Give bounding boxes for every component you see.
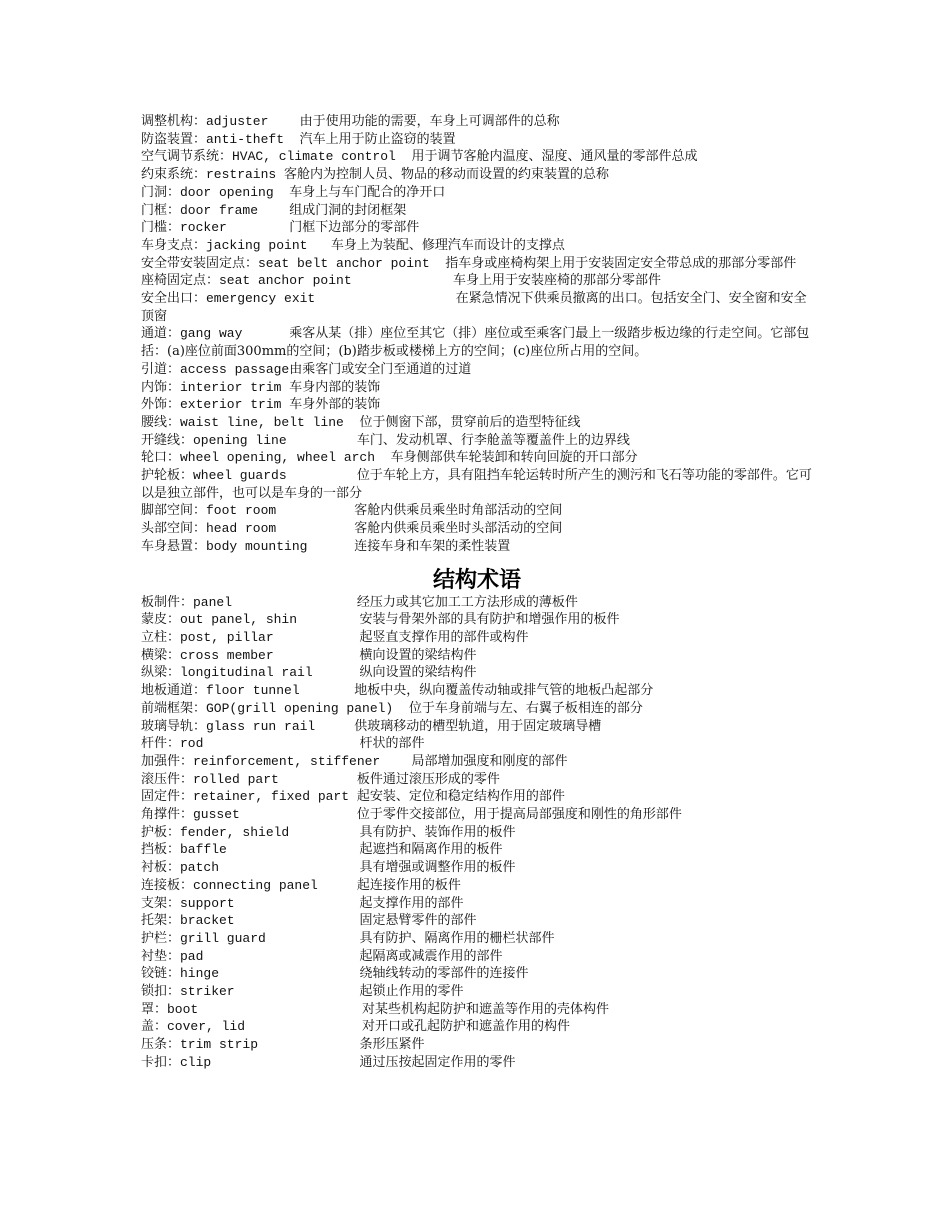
- term-entry: [141, 753, 813, 771]
- term-label: 锁扣：striker: [141, 984, 360, 1000]
- term-label: 挡板：baffle: [141, 842, 360, 858]
- term-definition: 车身内部的装饰: [289, 379, 381, 395]
- term-definition: 起隔离或减震作用的部件: [359, 948, 503, 964]
- term-definition: 纵向设置的梁结构件: [359, 665, 477, 681]
- term-label: 车身悬置：body mounting: [141, 538, 355, 554]
- term-entry: [141, 718, 813, 736]
- term-entry: [141, 948, 813, 966]
- term-label: 纵梁：longitudinal rail: [141, 665, 360, 681]
- term-label: 引道：access passage: [141, 361, 290, 377]
- term-label: 支架：support: [141, 895, 360, 911]
- term-label: 腰线：waist line, belt line: [141, 414, 360, 430]
- term-definition: 位于侧窗下部，贯穿前后的造型特征线: [359, 414, 581, 430]
- term-entry: [141, 361, 813, 379]
- term-entry: [141, 824, 813, 842]
- term-label: 开缝线：opening line: [141, 432, 357, 448]
- term-entry: [141, 611, 813, 629]
- term-definition: 对某些机构起防护和遮盖等作用的壳体构件: [362, 1001, 610, 1017]
- term-definition: 固定悬臂零件的部件: [359, 913, 477, 929]
- term-entry: [141, 396, 813, 414]
- term-definition: 起安装、定位和稳定结构作用的部件: [356, 789, 565, 805]
- term-entry: [141, 629, 813, 647]
- term-label: 连接板：connecting panel: [141, 877, 357, 893]
- term-entry: [141, 1054, 813, 1072]
- term-definition: 用于调节客舱内温度、湿度、通风量的零部件总成: [411, 149, 698, 165]
- term-entry: [141, 1001, 813, 1019]
- term-definition: 客舱内供乘员乘坐时角部活动的空间: [354, 503, 563, 519]
- term-entry: [141, 432, 813, 450]
- term-entry: [141, 255, 813, 273]
- term-definition: 车门、发动机罩、行李舱盖等覆盖件上的边界线: [356, 432, 630, 448]
- term-entry: [141, 502, 813, 520]
- term-label: 护轮板：wheel guards: [141, 468, 357, 484]
- term-label: 卡扣：clip: [141, 1054, 360, 1070]
- term-label: 地板通道：floor tunnel: [141, 683, 355, 699]
- term-entry: [141, 184, 813, 202]
- term-entry: [141, 682, 813, 700]
- term-label: 约束系统：restrains: [141, 167, 285, 183]
- term-entry: [141, 219, 813, 237]
- term-definition: 横向设置的梁结构件: [359, 647, 477, 663]
- term-label: 门框：door frame: [141, 202, 290, 218]
- term-definition: 连接车身和车架的柔性装置: [354, 538, 511, 554]
- term-definition: 具有防护、隔离作用的栅栏状部件: [359, 930, 555, 946]
- term-label: 前端框架：GOP(grill opening panel): [141, 700, 409, 716]
- term-definition: 起竖直支撑作用的部件或构件: [359, 629, 529, 645]
- term-label: 衬垫：pad: [141, 948, 360, 964]
- term-definition: 起遮挡和隔离作用的板件: [359, 842, 503, 858]
- term-entry: [141, 664, 813, 682]
- term-definition: 组成门洞的封闭框架: [289, 202, 407, 218]
- term-label: 横梁：cross member: [141, 647, 360, 663]
- term-label: 托架：bracket: [141, 913, 360, 929]
- term-label: 罩：boot: [141, 1001, 363, 1017]
- term-label: 玻璃导轨：glass run rail: [141, 718, 355, 734]
- section-heading: 结构术语: [432, 567, 521, 593]
- term-label: 防盗装置：anti-theft: [141, 131, 300, 147]
- term-entry: [141, 983, 813, 1001]
- term-definition: 乘客从某（排）座位至其它（排）座位或至乘客门最上一级踏步板边缘的行走空间。它部包括：(a)座位前面300mm的空间；(b)踏步板或楼梯上方的空间；(c)座位所占用的空间。: [141, 326, 810, 360]
- term-label: 衬板：patch: [141, 860, 360, 876]
- term-entry: [141, 467, 813, 502]
- term-entry: [141, 735, 813, 753]
- term-definition: 具有增强或调整作用的板件: [359, 860, 516, 876]
- term-label: 铰链：hinge: [141, 966, 360, 982]
- term-entry: [141, 877, 813, 895]
- term-entry: [141, 148, 813, 166]
- term-label: 安全出口：emergency exit: [141, 291, 456, 307]
- term-definition: 位于零件交接部位，用于提高局部强度和刚性的角形部件: [356, 807, 682, 823]
- term-label: 头部空间：head room: [141, 521, 355, 537]
- term-definition: 车身上与车门配合的净开口: [289, 184, 446, 200]
- term-label: 车身支点：jacking point: [141, 237, 331, 253]
- term-label: 板制件：panel: [141, 594, 357, 610]
- term-entry: [141, 237, 813, 255]
- term-entry: [141, 930, 813, 948]
- term-definition: 在紧急情况下供乘员撤离的出口。包括安全门、安全窗和安全顶窗: [141, 291, 807, 324]
- term-label: 轮口：wheel opening, wheel arch: [141, 450, 391, 466]
- term-entry: [141, 1036, 813, 1054]
- term-entry: [141, 841, 813, 859]
- term-label: 加强件：reinforcement, stiffener: [141, 753, 412, 769]
- term-label: 立柱：post, pillar: [141, 629, 360, 645]
- term-entry: [141, 449, 813, 467]
- term-entry: [141, 325, 813, 360]
- term-entry: [141, 771, 813, 789]
- term-label: 通道：gang way: [141, 326, 290, 342]
- term-entry: [141, 912, 813, 930]
- term-entry: [141, 131, 813, 149]
- term-label: 蒙皮：out panel, shin: [141, 612, 360, 628]
- term-definition: 车身上用于安装座椅的那部分零部件: [453, 273, 662, 289]
- term-entry: [141, 806, 813, 824]
- term-definition: 由乘客门或安全门至通道的过道: [289, 361, 472, 377]
- term-definition: 条形压紧件: [359, 1037, 425, 1053]
- term-definition: 具有防护、装饰作用的板件: [359, 824, 516, 840]
- term-definition: 板件通过滚压形成的零件: [356, 771, 500, 787]
- term-label: 座椅固定点：seat anchor point: [141, 273, 454, 289]
- term-entry: [141, 272, 813, 290]
- term-definition: 由于使用功能的需要，车身上可调部件的总称: [299, 114, 560, 129]
- term-definition: 位于车轮上方，具有阻挡车轮运转时所产生的测污和飞石等功能的零部件。它可以是独立部件，也可以是车身的一部分: [141, 468, 812, 501]
- term-entry: [141, 700, 813, 718]
- term-entry: [141, 594, 813, 612]
- term-definition: 车身外部的装饰: [289, 397, 381, 413]
- term-definition: 对开口或孔起防护和遮盖作用的构件: [362, 1019, 571, 1035]
- term-label: 空气调节系统：HVAC, climate control: [141, 149, 412, 165]
- term-definition: 客舱内供乘员乘坐时头部活动的空间: [354, 521, 563, 537]
- term-label: 固定件：retainer, fixed part: [141, 789, 357, 805]
- term-definition: 指车身或座椅构架上用于安装固定安全带总成的那部分零部件: [445, 255, 797, 271]
- term-entry: [141, 202, 813, 220]
- term-label: 脚部空间：foot room: [141, 503, 355, 519]
- term-entry: [141, 538, 813, 556]
- term-entry: [141, 166, 813, 184]
- term-definition: 起连接作用的板件: [356, 877, 461, 893]
- term-entry: [141, 414, 813, 432]
- term-definition: 地板中央，纵向覆盖传动轴或排气管的地板凸起部分: [354, 683, 654, 699]
- term-label: 调整机构：adjuster: [141, 114, 300, 129]
- term-definition: 客舱内为控制人员、物品的移动而设置的约束装置的总称: [284, 167, 610, 183]
- term-label: 角撑件：gusset: [141, 807, 357, 823]
- term-entry: [141, 965, 813, 983]
- term-label: 门槛：rocker: [141, 220, 290, 236]
- term-entry: [141, 520, 813, 538]
- term-definition: 车身上为装配、修理汽车而设计的支撑点: [330, 237, 565, 253]
- term-entry: [141, 290, 813, 325]
- term-entry: [141, 379, 813, 397]
- term-definition: 起锁止作用的零件: [359, 984, 464, 1000]
- term-definition: 经压力或其它加工工方法形成的薄板件: [356, 594, 578, 610]
- general-terms-list: [141, 113, 813, 556]
- term-definition: 位于车身前端与左、右翼子板相连的部分: [408, 700, 643, 716]
- term-label: 盖：cover, lid: [141, 1019, 363, 1035]
- term-label: 外饰：exterior trim: [141, 397, 290, 413]
- document-page: [141, 113, 813, 1072]
- term-label: 护栏：grill guard: [141, 930, 360, 946]
- term-entry: [141, 647, 813, 665]
- term-definition: 起支撑作用的部件: [359, 895, 464, 911]
- term-definition: 车身侧部供车轮装卸和转向回旋的开口部分: [390, 450, 638, 466]
- term-label: 杆件：rod: [141, 736, 360, 752]
- term-label: 内饰：interior trim: [141, 379, 290, 395]
- term-definition: 安装与骨架外部的具有防护和增强作用的板件: [359, 612, 620, 628]
- term-entry: [141, 788, 813, 806]
- term-label: 滚压件：rolled part: [141, 771, 357, 787]
- term-definition: 门框下边部分的零部件: [289, 220, 420, 236]
- term-label: 门洞：door opening: [141, 184, 290, 200]
- term-label: 安全带安装固定点：seat belt anchor point: [141, 255, 446, 271]
- term-entry: [141, 1018, 813, 1036]
- term-entry: [141, 113, 813, 131]
- term-definition: 杆状的部件: [359, 736, 425, 752]
- term-label: 压条：trim strip: [141, 1037, 360, 1053]
- term-definition: 局部增加强度和刚度的部件: [411, 753, 568, 769]
- term-label: 护板：fender, shield: [141, 824, 360, 840]
- term-entry: [141, 859, 813, 877]
- term-definition: 汽车上用于防止盗窃的装置: [299, 131, 456, 147]
- term-definition: 绕轴线转动的零部件的连接件: [359, 966, 529, 982]
- term-entry: [141, 895, 813, 913]
- structure-terms-list: [141, 594, 813, 1072]
- term-definition: 供玻璃移动的槽型轨道，用于固定玻璃导槽: [354, 718, 602, 734]
- term-definition: 通过压按起固定作用的零件: [359, 1054, 516, 1070]
